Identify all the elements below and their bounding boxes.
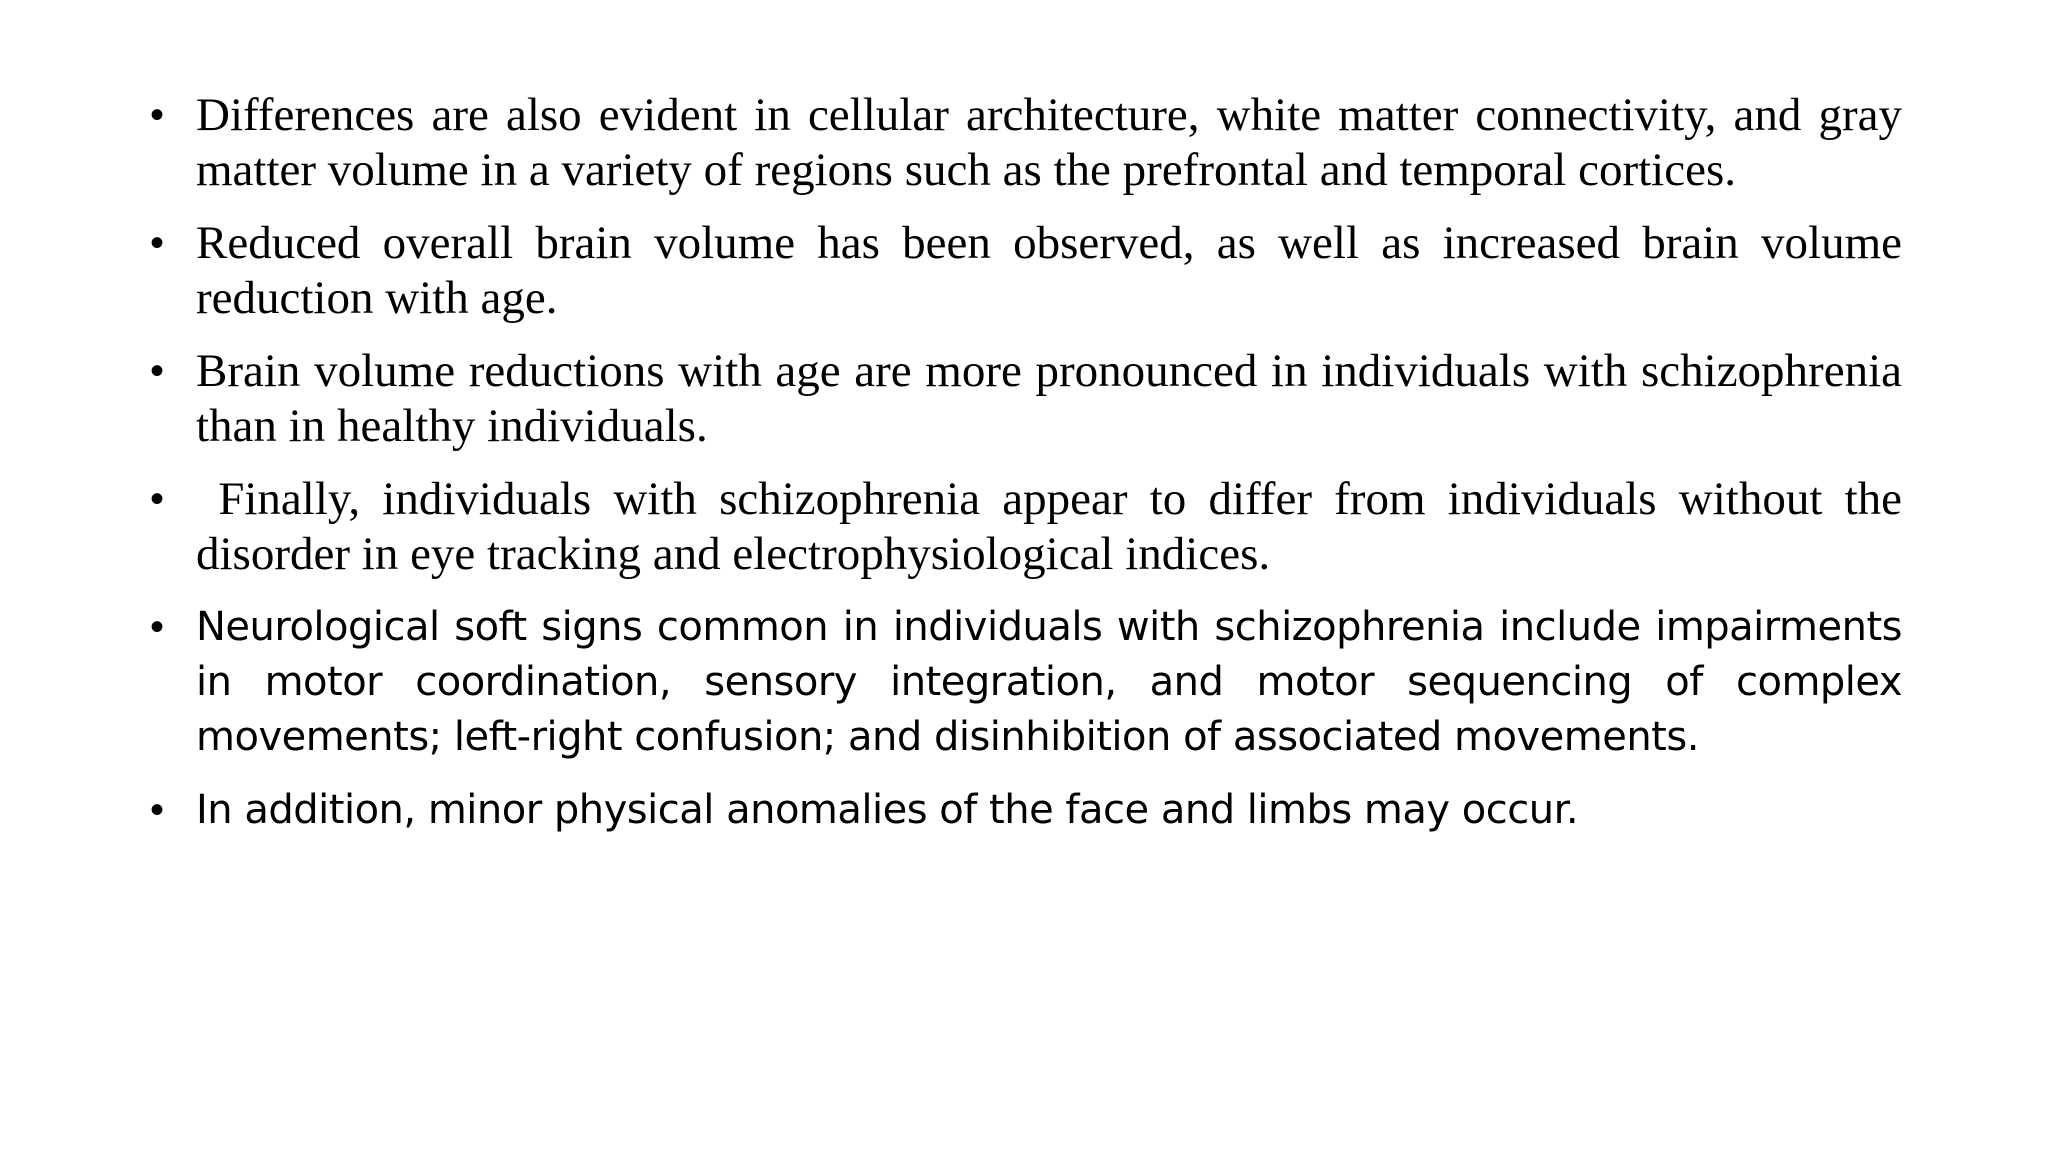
bullet-text: Reduced overall brain volume has been observed, as well as increased brain volume reduction with age.	[196, 217, 1902, 324]
bullet-item-soft-signs	[150, 600, 1902, 765]
bullet-icon: •	[150, 605, 164, 649]
bullet-icon: •	[150, 93, 165, 137]
bullet-item-eye-tracking	[150, 472, 1914, 582]
bullet-list	[150, 88, 1914, 856]
bullet-item-volume-reductions	[150, 344, 1902, 454]
bullet-text: Neurological soft signs common in individuals with schizophrenia include impairments in motor coordination, sensory integration, and motor sequencing of complex movements; left-right confusion; and disinhibition of associated movements.	[196, 604, 1902, 760]
bullet-icon: •	[150, 477, 165, 521]
bullet-text: Differences are also evident in cellular architecture, white matter connectivity, and gray matter volume in a variety of regions such as the prefrontal and temporal cortices.	[196, 89, 1902, 196]
bullet-icon: •	[150, 788, 164, 832]
bullet-item-physical-anomalies	[150, 783, 1902, 838]
bullet-item-cellular-differences	[150, 88, 1902, 198]
bullet-item-brain-volume	[150, 216, 1902, 326]
bullet-icon: •	[150, 349, 165, 393]
bullet-text: Brain volume reductions with age are more pronounced in individuals with schizophrenia than in healthy individuals.	[196, 345, 1902, 452]
bullet-text: Finally, individuals with schizophrenia appear to differ from individuals without the disorder in eye tracking and electrophysiological indices.	[196, 473, 1914, 580]
bullet-text: In addition, minor physical anomalies of the face and limbs may occur.	[196, 787, 1579, 833]
bullet-icon: •	[150, 221, 165, 265]
